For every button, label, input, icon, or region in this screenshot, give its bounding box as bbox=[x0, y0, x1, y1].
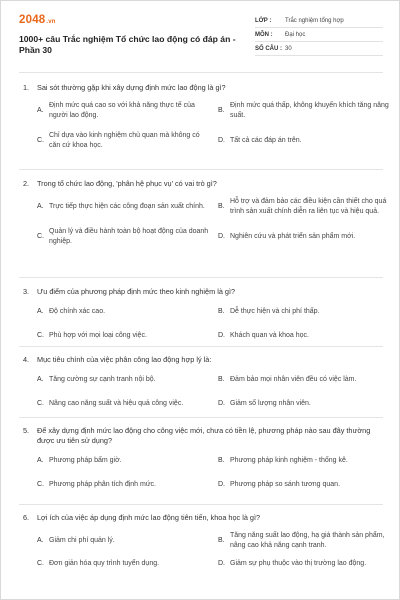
option-c[interactable] bbox=[37, 227, 212, 247]
option-b[interactable] bbox=[218, 456, 393, 466]
option-text: Đơn giản hóa quy trình tuyển dụng. bbox=[49, 560, 160, 567]
option-text: Khách quan và khoa học. bbox=[230, 332, 310, 339]
divider bbox=[19, 346, 383, 347]
option-text: Tăng năng suất lao động, hạ giá thành sản phẩm, nâng cao khả năng cạnh tranh. bbox=[230, 532, 385, 549]
question-number: 6. bbox=[23, 513, 30, 522]
option-d[interactable] bbox=[218, 131, 393, 151]
option-letter: C. bbox=[37, 400, 44, 407]
question-text: Sai sót thường gặp khi xây dựng định mức lao động là gì? bbox=[37, 83, 226, 92]
option-a[interactable] bbox=[37, 101, 212, 121]
option-letter: A. bbox=[37, 203, 44, 210]
option-d[interactable] bbox=[218, 227, 393, 247]
option-letter: C. bbox=[37, 481, 44, 488]
meta-row-class bbox=[255, 14, 383, 28]
option-c[interactable] bbox=[37, 131, 212, 151]
option-letter: A. bbox=[37, 537, 44, 544]
logo-suffix: .vn bbox=[46, 19, 56, 25]
option-letter: B. bbox=[218, 107, 225, 114]
meta-value: Đại học bbox=[285, 31, 306, 38]
meta-row-subject bbox=[255, 28, 383, 42]
option-letter: C. bbox=[37, 332, 44, 339]
option-letter: A. bbox=[37, 107, 44, 114]
meta-value: Trắc nghiệm tổng hợp bbox=[285, 17, 344, 24]
question-text: Lợi ích của việc áp dụng định mức lao động tiên tiến, khoa học là gì? bbox=[37, 513, 261, 522]
option-letter: B. bbox=[218, 537, 225, 544]
question-3 bbox=[23, 287, 379, 341]
option-text: Tăng cường sự cạnh tranh nội bộ. bbox=[49, 376, 156, 383]
option-text: Phương pháp bấm giờ. bbox=[49, 457, 122, 464]
site-logo[interactable] bbox=[19, 14, 56, 26]
question-text: Ưu điểm của phương pháp định mức theo kinh nghiệm là gì? bbox=[37, 287, 236, 296]
option-text: Tất cả các đáp án trên. bbox=[230, 137, 302, 144]
divider bbox=[19, 277, 383, 278]
question-6 bbox=[23, 513, 385, 569]
question-4 bbox=[23, 355, 379, 409]
option-letter: D. bbox=[218, 137, 225, 144]
meta-row-count bbox=[255, 42, 383, 56]
option-text: Nâng cao năng suất và hiệu quả công việc. bbox=[49, 400, 184, 407]
question-number: 1. bbox=[23, 83, 30, 92]
option-c[interactable] bbox=[37, 480, 212, 490]
option-letter: C. bbox=[37, 137, 44, 144]
option-d[interactable] bbox=[218, 399, 393, 409]
meta-table bbox=[255, 14, 383, 56]
option-text: Định mức quá thấp, không khuyến khích tăng năng suất. bbox=[230, 102, 389, 119]
option-c[interactable] bbox=[37, 399, 212, 409]
option-text: Quản lý và điều hành toàn bộ hoạt động của doanh nghiệp. bbox=[49, 228, 209, 245]
question-number: 5. bbox=[23, 426, 30, 435]
option-letter: D. bbox=[218, 332, 225, 339]
option-a[interactable] bbox=[37, 531, 212, 551]
option-letter: B. bbox=[218, 203, 225, 210]
meta-value: 30 bbox=[285, 45, 292, 52]
divider bbox=[19, 504, 383, 505]
option-text: Đảm bảo mọi nhân viên đều có việc làm. bbox=[230, 376, 357, 383]
question-number: 2. bbox=[23, 179, 30, 188]
option-letter: D. bbox=[218, 560, 225, 567]
option-text: Hỗ trợ và đảm bảo các điều kiện cần thiết cho quá trình sản xuất chính diễn ra liên tục và hiệu quả. bbox=[230, 198, 387, 215]
divider bbox=[19, 72, 383, 73]
option-letter: D. bbox=[218, 400, 225, 407]
option-letter: D. bbox=[218, 233, 225, 240]
question-text: Để xây dựng định mức lao động cho công việc mới, chưa có tiền lệ, phương pháp nào sau đây thường được ưu tiên sử dụng? bbox=[37, 426, 371, 445]
option-letter: A. bbox=[37, 308, 44, 315]
meta-key: LỚP : bbox=[255, 17, 272, 24]
meta-key: SỐ CÂU : bbox=[255, 45, 282, 52]
option-text: Dễ thực hiện và chi phí thấp. bbox=[230, 308, 320, 315]
option-d[interactable] bbox=[218, 331, 393, 341]
option-letter: C. bbox=[37, 560, 44, 567]
option-b[interactable] bbox=[218, 101, 393, 121]
option-a[interactable] bbox=[37, 307, 212, 317]
option-text: Phương pháp phân tích định mức. bbox=[49, 481, 156, 488]
option-letter: B. bbox=[218, 457, 225, 464]
option-a[interactable] bbox=[37, 375, 212, 385]
option-text: Phương pháp kinh nghiệm - thống kê. bbox=[230, 457, 348, 464]
page-title: 1000+ câu Trắc nghiệm Tổ chức lao động có đáp án - Phần 30 bbox=[19, 34, 236, 55]
option-text: Giảm số lượng nhân viên. bbox=[230, 400, 311, 407]
option-d[interactable] bbox=[218, 480, 393, 490]
option-b[interactable] bbox=[218, 531, 393, 551]
divider bbox=[19, 417, 383, 418]
option-letter: B. bbox=[218, 376, 225, 383]
option-letter: A. bbox=[37, 457, 44, 464]
option-letter: B. bbox=[218, 308, 225, 315]
option-text: Phương pháp so sánh tương quan. bbox=[230, 481, 341, 488]
divider bbox=[19, 169, 383, 170]
question-number: 3. bbox=[23, 287, 30, 296]
logo-text: 2048 bbox=[19, 14, 46, 26]
option-d[interactable] bbox=[218, 559, 393, 569]
option-text: Phù hợp với mọi loại công việc. bbox=[49, 332, 147, 339]
question-1 bbox=[23, 83, 389, 151]
option-letter: C. bbox=[37, 233, 44, 240]
option-text: Chỉ dựa vào kinh nghiệm chủ quan mà không có căn cứ khoa học. bbox=[49, 132, 200, 149]
option-b[interactable] bbox=[218, 307, 393, 317]
option-b[interactable] bbox=[218, 375, 393, 385]
option-text: Giảm sự phụ thuộc vào thị trường lao động. bbox=[230, 560, 367, 567]
option-c[interactable] bbox=[37, 331, 212, 341]
question-number: 4. bbox=[23, 355, 30, 364]
option-letter: D. bbox=[218, 481, 225, 488]
option-text: Định mức quá cao so với khả năng thực tế của người lao động. bbox=[49, 102, 195, 119]
question-text: Mục tiêu chính của việc phân công lao động hợp lý là: bbox=[37, 355, 212, 364]
option-a[interactable] bbox=[37, 456, 212, 466]
option-text: Giảm chi phí quản lý. bbox=[49, 537, 115, 544]
question-2 bbox=[23, 179, 387, 247]
option-letter: A. bbox=[37, 376, 44, 383]
option-text: Trực tiếp thực hiện các công đoạn sản xuất chính. bbox=[49, 203, 205, 210]
option-a[interactable] bbox=[37, 197, 212, 217]
option-text: Độ chính xác cao. bbox=[49, 308, 106, 315]
header bbox=[19, 14, 383, 64]
option-b[interactable] bbox=[218, 197, 393, 217]
question-5 bbox=[23, 426, 379, 490]
question-text: Trong tổ chức lao động, 'phân hệ phục vụ' có vai trò gì? bbox=[37, 179, 217, 188]
option-c[interactable] bbox=[37, 559, 212, 569]
option-text: Nghiên cứu và phát triển sản phẩm mới. bbox=[230, 233, 356, 240]
meta-key: MÔN : bbox=[255, 31, 273, 38]
